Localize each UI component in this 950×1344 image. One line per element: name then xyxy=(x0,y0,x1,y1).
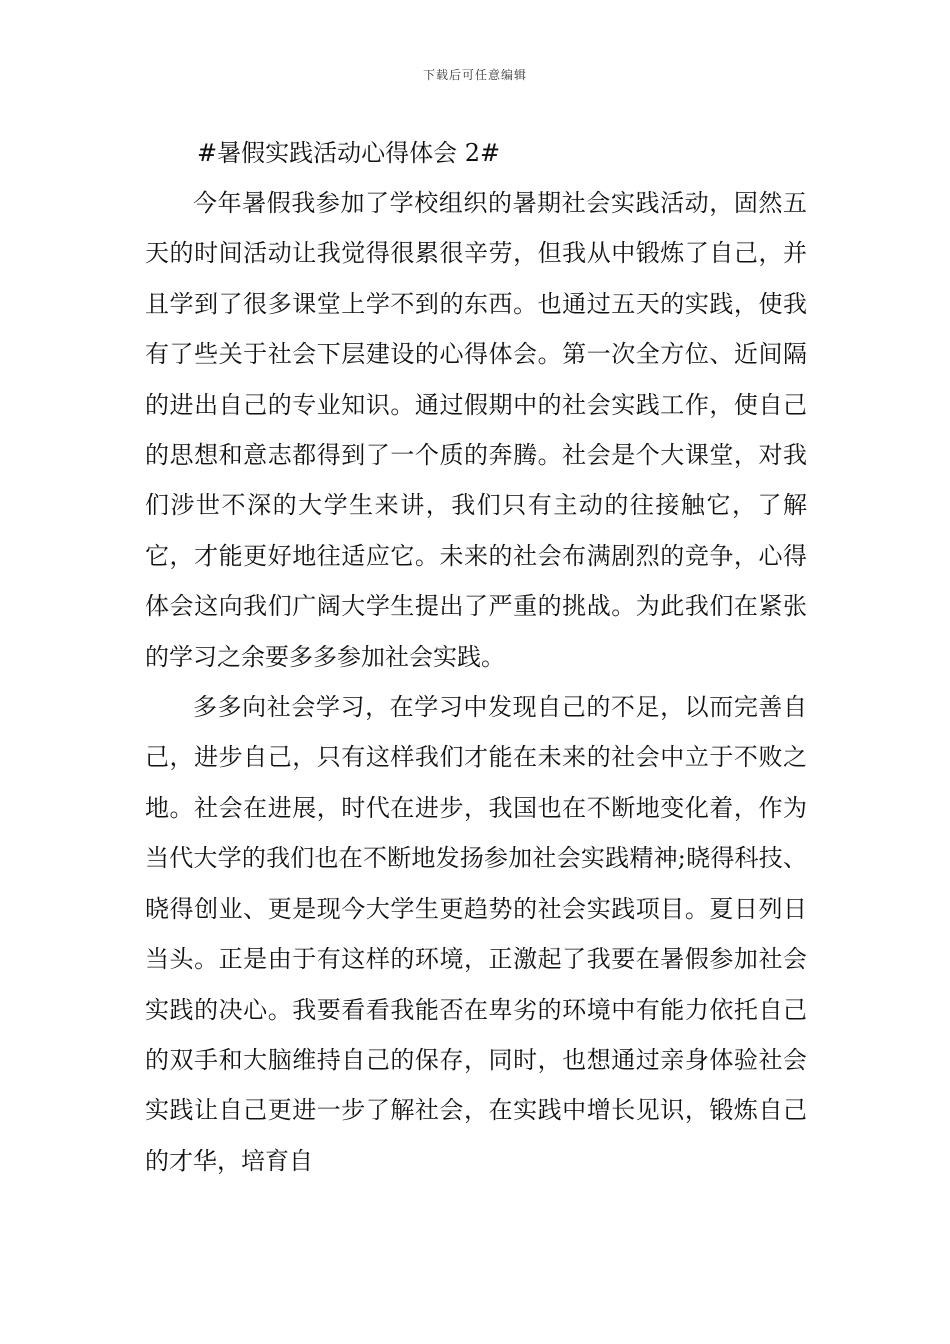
section-heading: #暑假实践活动心得体会 2# xyxy=(197,139,501,167)
document-body xyxy=(145,128,807,1186)
paragraph-1: 今年暑假我参加了学校组织的暑期社会实践活动，固然五天的时间活动让我觉得很累很辛劳，但我从中锻炼了自己，并且学到了很多课堂上学不到的东西。也通过五天的实践，使我有了些关于社会下层建设的心得体会。第一次全方位、近间隔的进出自己的专业知识。通过假期中的社会实践工作，使自己的思想和意志都得到了一个质的奔腾。社会是个大课堂，对我们涉世不深的大学生来讲，我们只有主动的往接触它，了解它，才能更好地往适应它。未来的社会布满剧烈的竞争，心得体会这向我们广阔大学生提出了严重的挑战。为此我们在紧张的学习之余要多多参加社会实践。 xyxy=(145,189,807,671)
page-header-note: 下载后可任意编辑 xyxy=(422,68,527,82)
paragraph-2: 多多向社会学习，在学习中发现自己的不足，以而完善自己，进步自己，只有这样我们才能在未来的社会中立于不败之地。社会在进展，时代在进步，我国也在不断地变化着，作为当代大学的我们也在不断地发扬参加社会实践精神;晓得科技、晓得创业、更是现今大学生更趋势的社会实践项目。夏日列日当头。正是由于有这样的环境，正激起了我要在暑假参加社会实践的决心。我要看看我能否在卑劣的环境中有能力依托自己的双手和大脑维持自己的保存，同时，也想通过亲身体验社会实践让自己更进一步了解社会，在实践中增长见识，锻炼自己的才华，培育自 xyxy=(145,693,807,1175)
